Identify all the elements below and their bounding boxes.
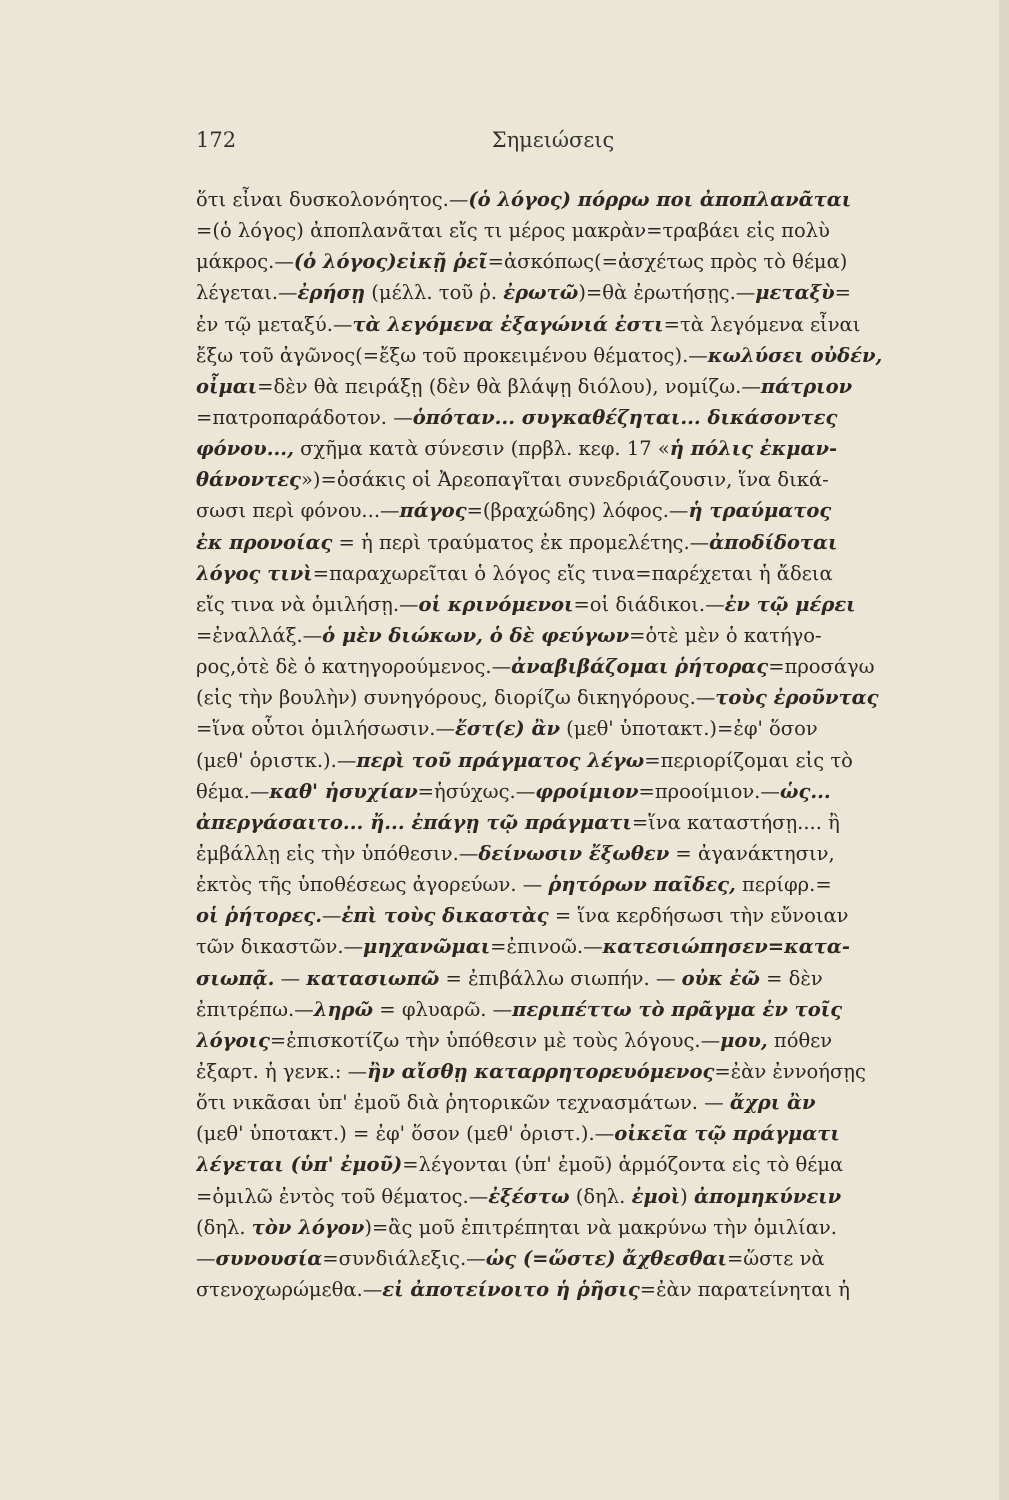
text-line [196, 184, 918, 215]
italic-term: ἐρήσῃ [297, 281, 366, 305]
text-run: =ἐπινοῶ.— [490, 935, 603, 959]
text-line [196, 963, 918, 994]
text-line [196, 277, 918, 308]
italic-term: (ὁ λόγος) πόρρω ποι ἀποπλανᾶται [468, 188, 852, 211]
italic-term: συνουσία [215, 1246, 323, 1270]
text-run: ἐν τῷ μεταξύ.— [196, 312, 353, 336]
italic-term: θάνοντες [196, 468, 301, 492]
text-line [196, 1243, 918, 1274]
text-run: =ὁτὲ μὲν ὁ κατήγο- [629, 623, 822, 647]
text-run: στενοχωρώμεθα.— [196, 1277, 383, 1301]
italic-term: πάγος [399, 499, 467, 523]
text-run: )=θὰ ἐρωτήσῃς.— [578, 281, 756, 305]
text-line [196, 1274, 918, 1305]
italic-term: ἀπεργάσαιτο... ἤ... ἐπάγῃ τῷ πράγματι [196, 810, 632, 834]
italic-term: εἰ ἀποτείνοιτο ἡ ῥῆσις [382, 1277, 640, 1301]
text-run: =προοίμιον.— [638, 779, 780, 803]
italic-term: ἡ πόλις ἐκμαν- [669, 437, 838, 461]
text-run: τῶν δικαστῶν.— [196, 935, 364, 959]
text-line [196, 682, 918, 713]
text-run: =συνδιάλεξις.— [322, 1246, 486, 1270]
italic-term: ἐν τῷ μέρει [724, 592, 856, 616]
text-run: ρος,ὁτὲ δὲ ὁ κατηγορούμενος.— [196, 655, 512, 679]
italic-term: οἰκεῖα τῷ πράγματι [614, 1122, 840, 1146]
text-run: θέμα.— [196, 779, 270, 803]
italic-term: ῥητόρων παῖδες, [548, 873, 736, 897]
text-run: ἐμβάλλῃ εἰς τὴν ὑπόθεσιν.— [196, 841, 479, 865]
text-run: ἐξαρτ. ἡ γενκ.: — [196, 1059, 368, 1083]
italic-term: ὁ μὲν διώκων, ὁ δὲ φεύγων [322, 623, 630, 647]
text-run: =ἀσκόπως(=ἀσχέτως πρὸς τὸ θέμα) [487, 250, 848, 274]
italic-term: ἐμοὶ [631, 1184, 681, 1208]
text-run: =(ὁ λόγος) ἀποπλανᾶται εἴς τι μέρος μακρὰν=τραβάει εἰς πολὺ [196, 219, 830, 243]
text-run: μάκρος.— [196, 250, 294, 274]
italic-term: ἀπομηκύνειν [693, 1184, 842, 1208]
text-line [196, 340, 918, 371]
italic-term: κωλύσει οὐδέν, [707, 343, 883, 367]
text-line [196, 215, 918, 246]
italic-term: καθ' ἡσυχίαν [269, 779, 418, 803]
text-run: ὅτι νικᾶσαι ὑπ' ἐμοῦ διὰ ῥητορικῶν τεχνασμάτων. — [196, 1091, 730, 1115]
italic-term: ὁπόταν... συγκαθέζηται... δικάσοντες [412, 405, 838, 429]
italic-term: (ὁ λόγος)εἰκῇ ῥεῖ [293, 250, 488, 274]
text-line [196, 745, 918, 776]
running-title: Σημειώσεις [491, 128, 615, 152]
text-run: ὅτι εἶναι δυσκολονόητος.— [196, 188, 469, 211]
page-number: 172 [196, 128, 237, 152]
text-run: =οἱ διάδικοι.— [573, 592, 725, 616]
italic-term: λόγοις [196, 1028, 270, 1052]
text-line [196, 1149, 918, 1180]
italic-term: σιωπᾷ. [196, 966, 275, 990]
italic-term: μηχανῶμαι [363, 935, 491, 959]
text-run: (μέλλ. τοῦ ῥ. [365, 281, 504, 305]
text-run: (μεθ' ὑποτακτ.) = ἐφ' ὅσον (μεθ' ὁριστ.).— [196, 1122, 615, 1146]
text-line [196, 433, 918, 464]
text-run: =ἐπισκοτίζω τὴν ὑπόθεσιν μὲ τοὺς λόγους.— [269, 1028, 721, 1052]
italic-term: τὸν λόγον [251, 1215, 365, 1239]
text-run: — [322, 904, 342, 928]
text-line [196, 900, 918, 931]
text-run: =(βραχώδης) λόφος.— [466, 499, 689, 523]
text-line [196, 931, 918, 962]
text-run: = ἀγανάκτησιν, [669, 841, 835, 865]
text-run: =δὲν θὰ πειράξῃ (δὲν θὰ βλάψῃ διόλου), νομίζω.— [257, 374, 761, 398]
text-run: =ἵνα οὗτοι ὁμιλήσωσιν.— [196, 717, 455, 741]
text-line [196, 246, 918, 277]
italic-term: κατασιωπῶ [306, 966, 440, 990]
text-line [196, 1181, 918, 1212]
text-line [196, 402, 918, 433]
italic-term: μεταξὺ [755, 281, 835, 305]
text-run: — [274, 966, 307, 990]
italic-term: οὐκ ἐῶ [681, 966, 760, 990]
text-run: = δὲν [759, 966, 823, 990]
italic-term: ἐξέστω [488, 1184, 570, 1208]
italic-term: κατεσιώπησεν=κατα- [602, 935, 850, 959]
text-run: =ἵνα καταστήσῃ.... ἢ [631, 810, 840, 834]
italic-term: ἔστ(ε) ἂν [455, 717, 560, 741]
italic-term: φροίμιον [535, 779, 639, 803]
text-run: σχῆμα κατὰ σύνεσιν (πρβλ. κεφ. 17 « [293, 437, 670, 461]
text-run: = ἡ περὶ τραύματος ἐκ προμελέτης.— [332, 530, 710, 554]
italic-term: οἱ ῥήτορες. [196, 904, 322, 928]
text-line [196, 776, 918, 807]
text-run: ἐκτὸς τῆς ὑποθέσεως ἀγορεύων. — [196, 873, 549, 897]
text-run: ἔξω τοῦ ἀγῶνος(=ἔξω τοῦ προκειμένου θέματος).— [196, 343, 708, 367]
text-run: (δηλ. [196, 1215, 252, 1239]
text-line [196, 869, 918, 900]
italic-term: ἢν αἴσθῃ καταρρητορευόμενος [367, 1059, 715, 1083]
text-run: = ἐπιβάλλω σιωπήν. — [439, 966, 682, 990]
italic-term: οἶμαι [196, 374, 258, 398]
text-run: =περιορίζομαι εἰς τὸ [644, 748, 853, 772]
text-line [196, 994, 918, 1025]
italic-term: ὡς... [779, 779, 831, 803]
text-line [196, 713, 918, 744]
italic-term: πάτριον [760, 374, 853, 398]
text-line [196, 620, 918, 651]
italic-term: τὰ λεγόμενα ἐξαγώνιά ἐστι [352, 312, 664, 336]
italic-term: τοὺς ἐροῦντας [715, 686, 879, 710]
text-line [196, 371, 918, 402]
italic-term: δείνωσιν ἔξωθεν [478, 841, 670, 865]
text-run: =ἐὰν παρατείνηται ἡ [639, 1277, 850, 1301]
text-run: λέγεται.— [196, 281, 298, 305]
text-line [196, 527, 918, 558]
italic-term: ὡς (=ὥστε) ἄχθεσθαι [485, 1246, 727, 1270]
text-run: (μεθ' ὑποτακτ.)=ἐφ' ὅσον [559, 717, 818, 741]
text-run: )=ἂς μοῦ ἐπιτρέπηται νὰ μακρύνω τὴν ὁμιλίαν. [364, 1215, 837, 1239]
text-run: =πατροπαράδοτον. — [196, 405, 413, 429]
text-line [196, 1025, 918, 1056]
text-line [196, 309, 918, 340]
text-run: = [834, 281, 851, 305]
text-line [196, 1118, 918, 1149]
italic-term: περιπέττω τὸ πρᾶγμα ἐν τοῖς [512, 997, 843, 1021]
text-line [196, 495, 918, 526]
text-run: εἴς τινα νὰ ὁμιλήσῃ.— [196, 592, 419, 616]
text-run: πόθεν [767, 1028, 833, 1052]
italic-term: ληρῶ [313, 997, 374, 1021]
text-run: =προσάγω [768, 655, 875, 679]
text-run: =τὰ λεγόμενα εἶναι [663, 312, 861, 336]
text-line [196, 1087, 918, 1118]
text-line [196, 589, 918, 620]
text-run: (δηλ. [569, 1184, 632, 1208]
text-run: (μεθ' ὁριστκ.).— [196, 748, 357, 772]
italic-term: ἀποδίδοται [709, 530, 838, 554]
italic-term: περὶ τοῦ πράγματος λέγω [356, 748, 645, 772]
text-line [196, 1056, 918, 1087]
text-run: =ἐναλλάξ.— [196, 623, 323, 647]
text-run: =λέγονται (ὑπ' ἐμοῦ) ἁρμόζοντα εἰς τὸ θέμα [402, 1153, 844, 1177]
text-line [196, 838, 918, 869]
text-line [196, 558, 918, 589]
italic-term: ἄχρι ἂν [729, 1091, 816, 1115]
text-run: ἐπιτρέπω.— [196, 997, 314, 1021]
text-line [196, 1212, 918, 1243]
running-header [196, 128, 910, 156]
text-run: »)=ὁσάκις οἱ Ἀρεοπαγῖται συνεδριάζουσιν, ἵνα δικά- [300, 468, 829, 492]
italic-term: φόνου..., [196, 437, 294, 461]
page-edge-shadow [999, 0, 1009, 1500]
italic-term: ἐκ προνοίας [196, 530, 333, 554]
italic-term: λέγεται (ὑπ' ἐμοῦ) [196, 1153, 403, 1177]
italic-term: οἱ κρινόμενοι [418, 592, 574, 616]
text-line [196, 464, 918, 495]
italic-term: λόγος τινὶ [196, 561, 313, 585]
notes-text-block [196, 184, 918, 1305]
text-run: =παραχωρεῖται ὁ λόγος εἴς τινα=παρέχεται ἡ ἄδεια [312, 561, 833, 585]
text-run: περίφρ.= [735, 873, 832, 897]
text-run: (εἰς τὴν βουλὴν) συνηγόρους, διορίζω δικηγόρους.— [196, 686, 716, 710]
text-run: =ἐὰν ἐννοήσῃς [714, 1059, 866, 1083]
text-line [196, 807, 918, 838]
italic-term: ἐρωτῶ [503, 281, 579, 305]
italic-term: μου, [720, 1028, 768, 1052]
italic-term: ἡ τραύματος [688, 499, 832, 523]
italic-term: ἐπὶ τοὺς δικαστὰς [341, 904, 549, 928]
text-run: = ἵνα κερδήσωσι τὴν εὔνοιαν [548, 904, 849, 928]
text-run: ) [680, 1184, 694, 1208]
text-line [196, 651, 918, 682]
text-run: σωσι περὶ φόνου...— [196, 499, 400, 523]
text-run: =ὁμιλῶ ἐντὸς τοῦ θέματος.— [196, 1184, 489, 1208]
text-run: =ὥστε νὰ [726, 1246, 825, 1270]
text-run: =ἡσύχως.— [417, 779, 536, 803]
text-run: = φλυαρῶ. — [373, 997, 513, 1021]
text-run: — [196, 1246, 216, 1270]
italic-term: ἀναβιβάζομαι ῥήτορας [511, 655, 769, 679]
